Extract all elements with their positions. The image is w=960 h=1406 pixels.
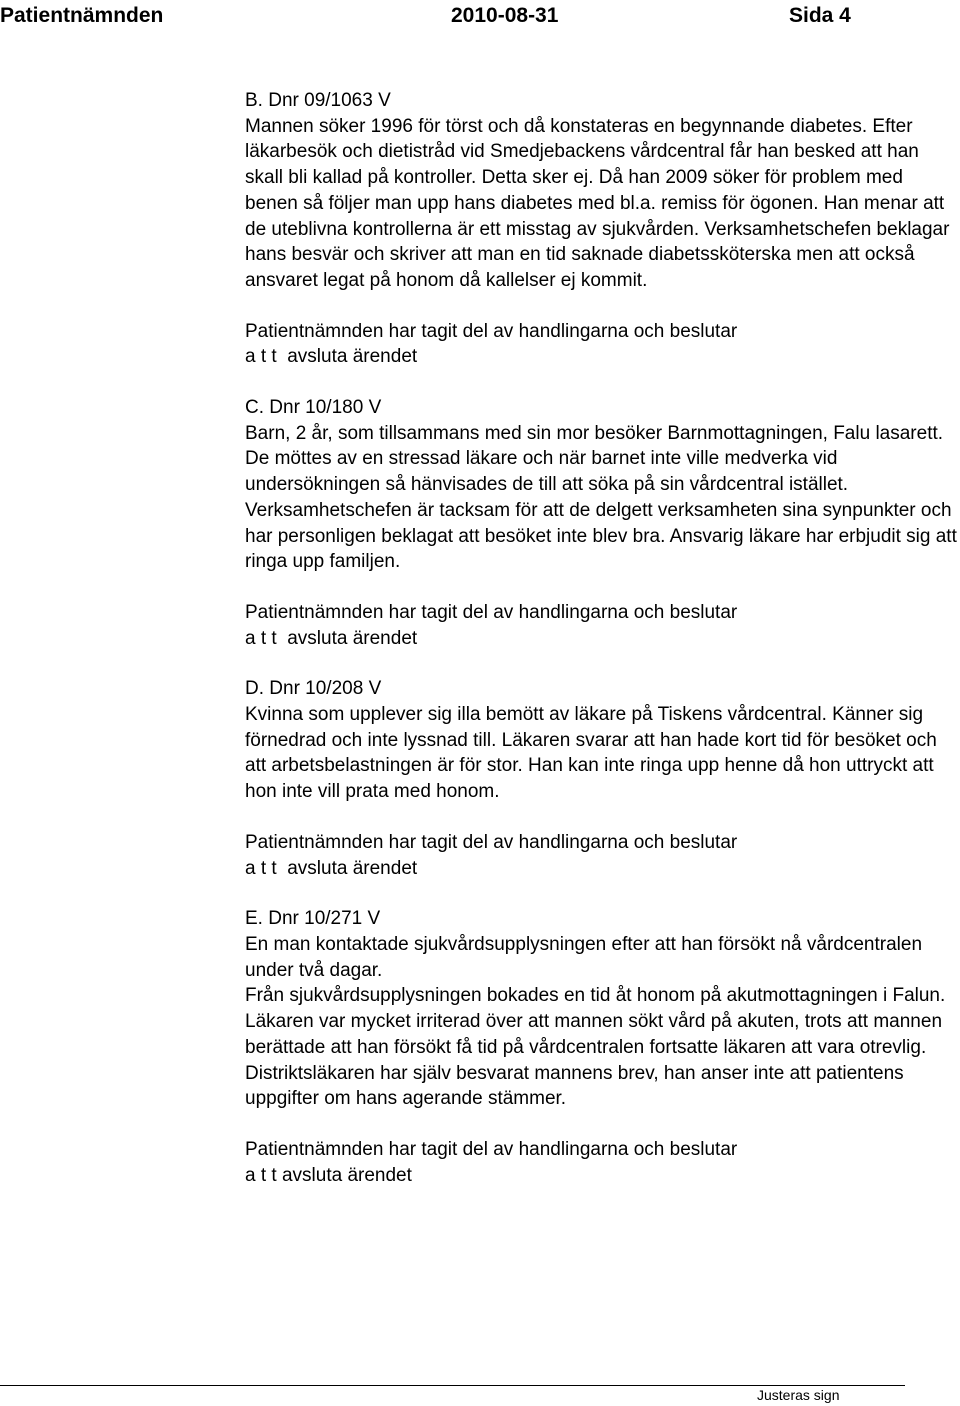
decision-outcome: a t t avsluta ärendet: [245, 346, 418, 368]
case-e-decision: [245, 1137, 957, 1188]
page-header: [0, 4, 960, 34]
decision-statement: Patientnämnden har tagit del av handlingarna och beslutar: [245, 320, 738, 342]
decision-statement: Patientnämnden har tagit del av handlingarna och beslutar: [245, 1138, 738, 1160]
case-c: [245, 395, 957, 651]
decision-outcome: a t t avsluta ärendet: [245, 857, 418, 879]
case-d: [245, 676, 957, 881]
case-c-body: Barn, 2 år, som tillsammans med sin mor besöker Barnmottagningen, Falu lasarett. De möttes av en stressad läkare och när barnet inte ville medverka vid undersökningen så hänvisades de till att söka på sin vårdcentral istället. Verksamhetschefen är tacksam för att de delgett verksamheten sina synpunkter och har personligen beklagat att besöket inte blev bra. Ansvarig läkare har erbjudit sig att ringa upp familjen.: [245, 422, 957, 573]
case-e-paragraph-3: Distriktsläkaren har själv besvarat mannens brev, han anser inte att patientens uppgifter om hans agerande stämmer.: [245, 1062, 904, 1110]
case-b: [245, 88, 957, 370]
case-b-decision: [245, 319, 957, 370]
case-d-heading: D. Dnr 10/208 V: [245, 678, 382, 700]
case-c-decision: [245, 600, 957, 651]
case-d-body: Kvinna som upplever sig illa bemött av läkare på Tiskens vårdcentral. Känner sig förnedrad och inte lyssnad till. Läkaren svarar att han hade kort tid för besöket och att arbetsbelastningen är för stor. Han kan inte ringa upp henne då hon uttryckt att hon inte vill prata med honom.: [245, 704, 937, 803]
case-b-heading: B. Dnr 09/1063 V: [245, 90, 391, 111]
case-e-paragraph-1: En man kontaktade sjukvårdsupplysningen efter att han försökt nå vårdcentralen under två dagar.: [245, 933, 923, 981]
decision-statement: Patientnämnden har tagit del av handlingarna och beslutar: [245, 831, 738, 853]
decision-outcome: a t t avsluta ärendet: [245, 627, 418, 649]
case-e-heading: E. Dnr 10/271 V: [245, 908, 381, 930]
document-body: [245, 88, 957, 1188]
case-d-decision: [245, 830, 957, 881]
case-e-paragraph-2: Från sjukvårdsupplysningen bokades en tid åt honom på akutmottagningen i Falun. Läkaren var mycket irriterad över att mannen sökt vård på akuten, trots att mannen berättade att han försökt få tid på vårdcentralen fortsatte läkaren att vara otrevlig.: [245, 985, 946, 1058]
case-c-heading: C. Dnr 10/180 V: [245, 397, 382, 419]
decision-statement: Patientnämnden har tagit del av handlingarna och beslutar: [245, 601, 738, 623]
case-e: [245, 906, 957, 1188]
header-page-number: Sida 4: [789, 4, 851, 27]
header-date: 2010-08-31: [451, 4, 559, 27]
signature-label: Justeras sign: [757, 1387, 840, 1403]
case-b-body: Mannen söker 1996 för törst och då konstateras en begynnande diabetes. Efter läkarbesök och dietistråd vid Smedjebackens vårdcentral får han besked att han skall bli kallad på kontroller. Detta sker ej. Då han 2009 söker för problem med benen så följer man upp hans diabetes med bl.a. remiss för ögonen. Han menar att de uteblivna kontrollerna är ett misstag av sjukvården. Verksamhetschefen beklagar hans besvär och skriver att man en tid saknade diabetssköterska men att också ansvaret legat på honom då kallelser ej kommit.: [245, 115, 950, 291]
decision-outcome: a t t avsluta ärendet: [245, 1164, 412, 1186]
header-title: Patientnämnden: [0, 4, 164, 27]
